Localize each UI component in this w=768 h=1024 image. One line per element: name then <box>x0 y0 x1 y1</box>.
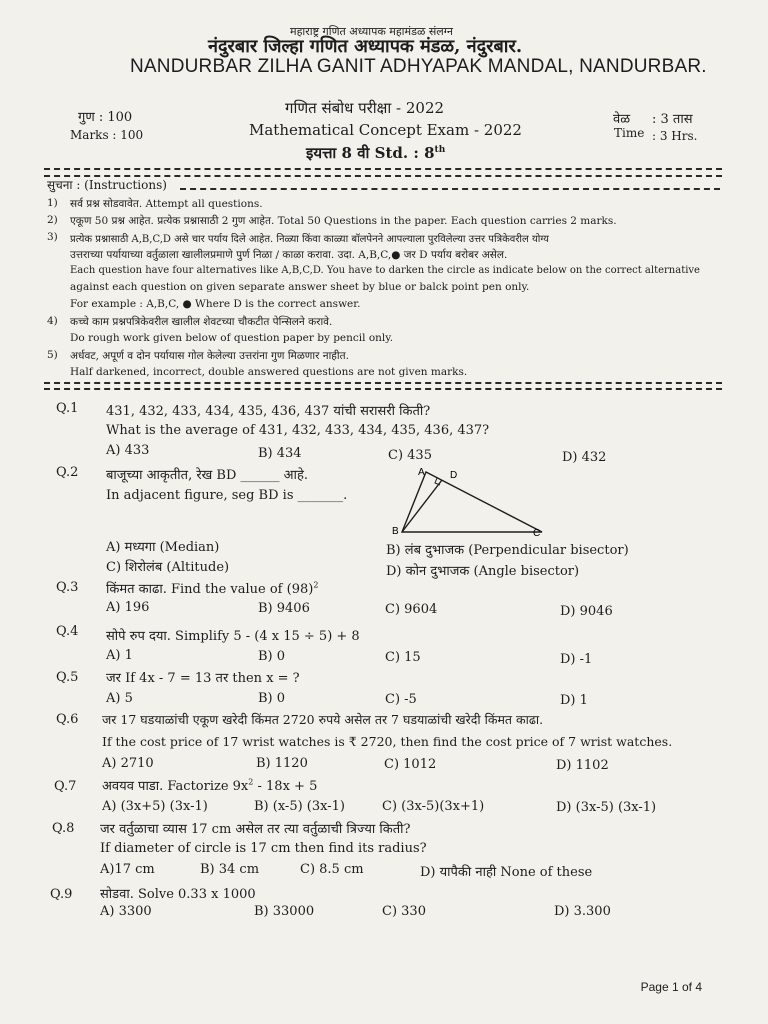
time-value-marathi: : 3 तास <box>652 112 693 127</box>
exam-title-english: Mathematical Concept Exam - 2022 <box>249 121 522 139</box>
question-text: किंमत काढा. Find the value of $(98)^2$ <box>106 580 319 597</box>
question-number: Q.7 <box>54 779 77 794</box>
instruction-text: एकूण 50 प्रश्न आहेत. प्रत्येक प्रश्नासाठी 2 गुण आहेत. Total 50 Questions in the paper. Each question carries 2 marks. <box>70 215 617 227</box>
option-d[interactable]: D) कोन दुभाजक (Angle bisector) <box>386 564 580 579</box>
question-text: अवयव पाडा. Factorize $9x^2 - 18x + 5$ <box>102 777 318 794</box>
instruction-num: 2) <box>47 214 58 226</box>
option-a[interactable]: A) 196 <box>106 600 150 615</box>
time-value-english: : 3 Hrs. <box>652 129 698 143</box>
time-label-marathi: वेळ <box>613 112 631 127</box>
instruction-text: उत्तराच्या पर्यायाच्या वर्तुळाला खालीलप्रमाणे पुर्ण निळा / काळा करावा. उदा. A,B,C,● जर D पर्याय बरोबर असेल. <box>70 249 508 261</box>
option-d[interactable]: D) यापैकी नाही None of these <box>420 865 593 880</box>
question-number: Q.1 <box>56 401 79 416</box>
instruction-text: Do rough work given below of question paper by pencil only. <box>70 332 394 344</box>
instruction-text: For example : A,B,C, ● Where D is the correct answer. <box>70 298 361 310</box>
marks-marathi: गुण : 100 <box>78 110 133 125</box>
option-b[interactable]: B) 34 cm <box>200 862 260 877</box>
option-c[interactable]: C) 9604 <box>385 602 438 617</box>
instruction-text: कच्चे काम प्रश्नपत्रिकेवरील खालील शेवटच्या चौकटीत पेन्सिलने करावे. <box>70 316 333 328</box>
segment-bd <box>402 480 442 532</box>
option-d[interactable]: D) 1 <box>560 693 588 708</box>
option-c[interactable]: C) शिरोलंब (Altitude) <box>106 560 230 575</box>
question-number: Q.2 <box>56 465 79 480</box>
option-a[interactable]: A) (3x+5) (3x-1) <box>102 799 208 814</box>
option-b[interactable]: B) (x-5) (3x-1) <box>254 799 345 814</box>
question-number: Q.6 <box>56 712 79 727</box>
marks-english: Marks : 100 <box>70 128 144 142</box>
option-c[interactable]: C) 8.5 cm <box>300 862 364 877</box>
option-b[interactable]: B) 1120 <box>256 756 308 771</box>
question-text-marathi: 431, 432, 433, 434, 435, 436, 437 यांची सरासरी किती? <box>106 404 431 419</box>
question-text-marathi: जर 17 घडयाळांची एकूण खरेदी किंमत 2720 रुपये असेल तर 7 घडयाळांची खरेदी किंमत काढा. <box>102 712 544 727</box>
instruction-text: Half darkened, incorrect, double answered questions are not given marks. <box>70 366 468 378</box>
option-d[interactable]: D) 3.300 <box>554 904 611 919</box>
question-number: Q.5 <box>56 670 79 685</box>
page-number: Page 1 of 4 <box>640 980 702 994</box>
question-number: Q.4 <box>56 624 79 639</box>
option-b[interactable]: B) 434 <box>258 446 302 461</box>
option-d[interactable]: D) -1 <box>560 652 593 667</box>
option-c[interactable]: C) 15 <box>385 650 421 665</box>
option-a[interactable]: A) 433 <box>106 443 150 458</box>
divider <box>44 388 722 390</box>
instruction-num: 3) <box>47 231 58 243</box>
standard-label: इयत्ता 8 वी Std. : 8th <box>306 144 446 162</box>
triangle-abc <box>402 472 542 532</box>
option-c[interactable]: C) -5 <box>385 692 417 707</box>
instruction-text: अर्धवट, अपूर्ण व दोन पर्यायास गोल केलेल्या उत्तरांना गुण मिळणार नाहीत. <box>70 350 349 362</box>
vertex-label-d: D <box>450 470 458 481</box>
vertex-label-b: B <box>392 526 399 537</box>
option-b[interactable]: B) 0 <box>258 649 286 664</box>
question-text-english: What is the average of 431, 432, 433, 434, 435, 436, 437? <box>106 423 490 438</box>
instruction-text: against each question on given separate answer sheet by blue or balck point pen only. <box>70 281 530 293</box>
vertex-label-c: C <box>533 528 541 539</box>
instructions-heading: सुचना : (Instructions) <box>47 178 167 192</box>
option-d[interactable]: D) 9046 <box>560 604 613 619</box>
option-b[interactable]: B) 0 <box>258 691 286 706</box>
option-a[interactable]: A) 1 <box>106 648 133 663</box>
option-a[interactable]: A) 3300 <box>100 904 152 919</box>
option-a[interactable]: A) मध्यगा (Median) <box>106 540 220 555</box>
option-b[interactable]: B) लंब दुभाजक (Perpendicular bisector) <box>386 543 629 558</box>
question-text: सोडवा. Solve 0.33 x 1000 <box>100 887 256 902</box>
question-text: जर If 4x - 7 = 13 तर then x = ? <box>106 671 300 686</box>
question-number: Q.8 <box>52 821 75 836</box>
affiliation-note: महाराष्ट्र गणित अध्यापक महामंडळ संलग्न <box>290 25 453 38</box>
option-c[interactable]: C) 435 <box>388 448 432 463</box>
question-number: Q.9 <box>50 887 73 902</box>
question-text-english: If the cost price of 17 wrist watches is ₹ 2720, then find the cost price of 7 wrist watches. <box>102 734 673 749</box>
instruction-text: Each question have four alternatives like A,B,C,D. You have to darken the circle as indicate below on the correct alternative <box>70 265 700 276</box>
option-a[interactable]: A)17 cm <box>100 862 155 877</box>
option-a[interactable]: A) 2710 <box>102 756 154 771</box>
option-a[interactable]: A) 5 <box>106 691 133 706</box>
question-text-marathi: बाजूच्या आकृतीत, रेख BD ______ आहे. <box>106 468 308 483</box>
district-title-marathi: नंदुरबार जिल्हा गणित अध्यापक मंडळ, नंदुरबार. <box>208 36 523 57</box>
district-title-english: NANDURBAR ZILHA GANIT ADHYAPAK MANDAL, NANDURBAR. <box>130 56 707 77</box>
divider <box>44 382 722 384</box>
divider <box>44 168 722 170</box>
option-d[interactable]: D) 1102 <box>556 758 609 773</box>
instruction-text: सर्व प्रश्न सोडवावेत. Attempt all questions. <box>70 198 263 210</box>
option-b[interactable]: B) 9406 <box>258 601 310 616</box>
question-text-english: If diameter of circle is 17 cm then find its radius? <box>100 841 427 856</box>
question-number: Q.3 <box>56 580 79 595</box>
question-text-marathi: जर वर्तुळाचा व्यास 17 cm असेल तर त्या वर्तुळाची त्रिज्या किती? <box>100 822 411 837</box>
instruction-num: 5) <box>47 349 58 361</box>
instruction-num: 1) <box>47 197 58 209</box>
vertex-label-a: A <box>418 467 425 478</box>
instruction-num: 4) <box>47 315 58 327</box>
question-text-english: In adjacent figure, seg BD is _______. <box>106 488 348 503</box>
option-c[interactable]: C) 1012 <box>384 757 437 772</box>
option-c[interactable]: C) (3x-5)(3x+1) <box>382 799 485 814</box>
option-d[interactable]: D) 432 <box>562 450 607 465</box>
time-label-english: Time <box>614 126 645 140</box>
instruction-text: प्रत्येक प्रश्नासाठी A,B,C,D असे चार पर्याय दिले आहेत. निळ्या किंवा काळ्या बॉलपेनने आपल्याला पुरविलेल्या उत्तर पत्रिकेवरील योग्य <box>70 234 549 245</box>
option-b[interactable]: B) 33000 <box>254 904 315 919</box>
question-text: सोपे रुप दया. Simplify 5 - (4 x 15 ÷ 5) + 8 <box>106 629 360 644</box>
triangle-figure <box>390 464 550 540</box>
exam-title-marathi: गणित संबोध परीक्षा - 2022 <box>285 99 445 117</box>
option-d[interactable]: D) (3x-5) (3x-1) <box>556 800 657 815</box>
divider <box>180 188 720 190</box>
option-c[interactable]: C) 330 <box>382 904 426 919</box>
